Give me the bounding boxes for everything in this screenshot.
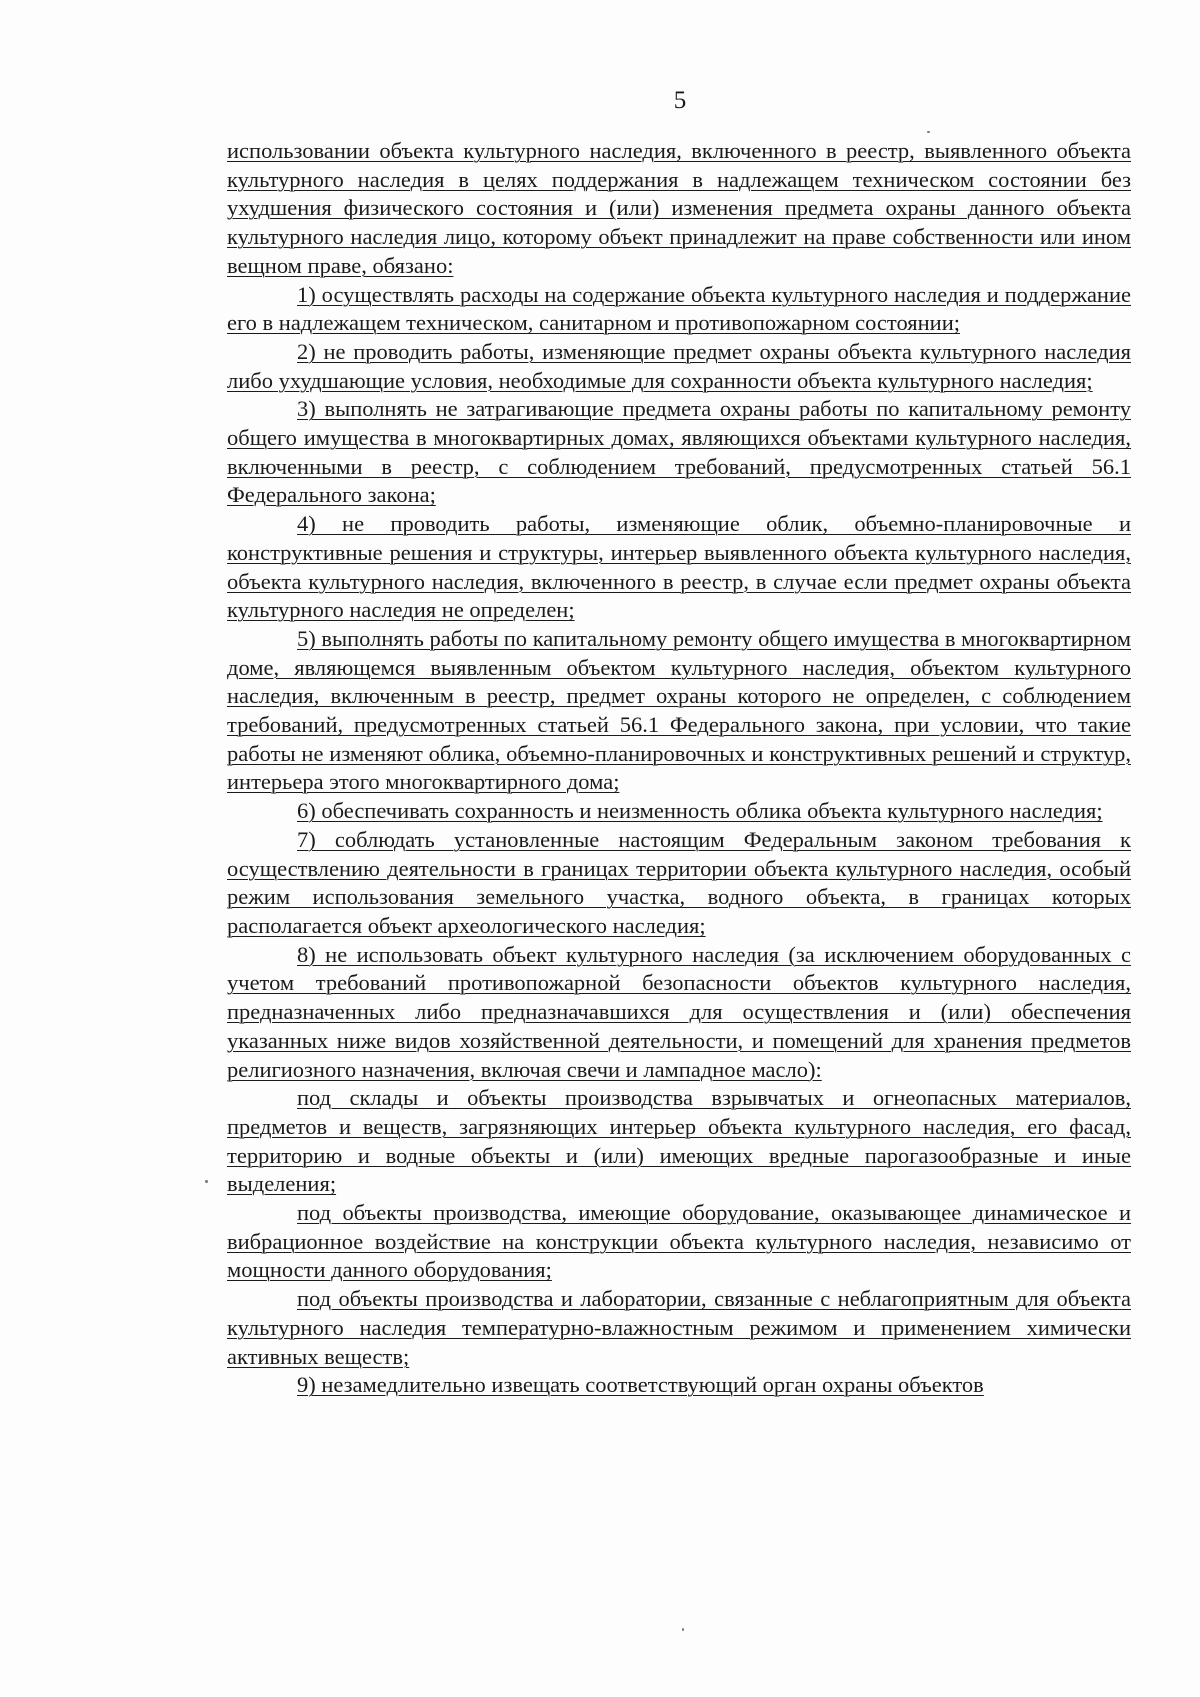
paragraph-item-7: 7) соблюдать установленные настоящим Федеральным законом требования к осуществлению деятельности в границах территории объекта культурного наследия, особый режим использования земельного участка, водного объекта, в границах которых располагается объект археологического наследия; — [227, 826, 1131, 938]
paragraph-item-9: 9) незамедлительно извещать соответствующий орган охраны объектов — [297, 1372, 984, 1398]
scan-speck — [205, 1180, 208, 1183]
paragraph-sub-laboratories: под объекты производства и лаборатории, связанные с неблагоприятным для объекта культурного наследия температурно-влажностным режимом и применением химически активных веществ; — [227, 1286, 1131, 1369]
paragraph-item-6: 6) обеспечивать сохранность и неизменность облика объекта культурного наследия; — [297, 798, 1103, 824]
paragraph-item-8: 8) не использовать объект культурного наследия (за исключением оборудованных с учетом требований противопожарной безопасности объектов культурного наследия, предназначенных либо предназначавшихся для осуществления и (или) обеспечения указанных ниже видов хозяйственной деятельности, и помещений для хранения предметов религиозного назначения, включая свечи и лампадное масло): — [227, 941, 1131, 1082]
page-number: 5 — [673, 87, 687, 114]
document-body — [227, 137, 1131, 1400]
scan-speck — [682, 1628, 684, 1631]
paragraph-item-5: 5) выполнять работы по капитальному ремонту общего имущества в многоквартирном доме, являющемся выявленным объектом культурного наследия, объектом культурного наследия, включенным в реестр, предмет охраны которого не определен, с соблюдением требований, предусмотренных статьей 56.1 Федерального закона, при условии, что такие работы не изменяют облика, объемно-планировочных и конструктивных решений и структур, интерьера этого многоквартирного дома; — [227, 625, 1131, 795]
scan-speck — [927, 131, 930, 133]
paragraph-intro: использовании объекта культурного наследия, включенного в реестр, выявленного объекта культурного наследия в целях поддержания в надлежащем техническом состоянии без ухудшения физического состояния и (или) изменения предмета охраны данного объекта культурного наследия лицо, которому объект принадлежит на праве собственности или ином вещном праве, обязано: — [227, 138, 1131, 278]
paragraph-sub-vibration: под объекты производства, имеющие оборудование, оказывающее динамическое и вибрационное воздействие на конструкции объекта культурного наследия, независимо от мощности данного оборудования; — [227, 1200, 1131, 1283]
paragraph-item-1: 1) осуществлять расходы на содержание объекта культурного наследия и поддержание его в надлежащем техническом, санитарном и противопожарном состоянии; — [227, 281, 1131, 336]
paragraph-item-2: 2) не проводить работы, изменяющие предмет охраны объекта культурного наследия либо ухудшающие условия, необходимые для сохранности объекта культурного наследия; — [227, 338, 1131, 393]
paragraph-sub-storage: под склады и объекты производства взрывчатых и огнеопасных материалов, предметов и веществ, загрязняющих интерьер объекта культурного наследия, его фасад, территорию и водные объекты и (или) имеющих вредные парогазообразные и иные выделения; — [227, 1085, 1131, 1197]
paragraph-item-3: 3) выполнять не затрагивающие предмета охраны работы по капитальному ремонту общего имущества в многоквартирных домах, являющихся объектами культурного наследия, включенными в реестр, с соблюдением требований, предусмотренных статьей 56.1 Федерального закона; — [227, 396, 1131, 508]
paragraph-item-4: 4) не проводить работы, изменяющие облик, объемно-планировочные и конструктивные решения и структуры, интерьер выявленного объекта культурного наследия, объекта культурного наследия, включенного в реестр, в случае если предмет охраны объекта культурного наследия не определен; — [227, 511, 1131, 623]
